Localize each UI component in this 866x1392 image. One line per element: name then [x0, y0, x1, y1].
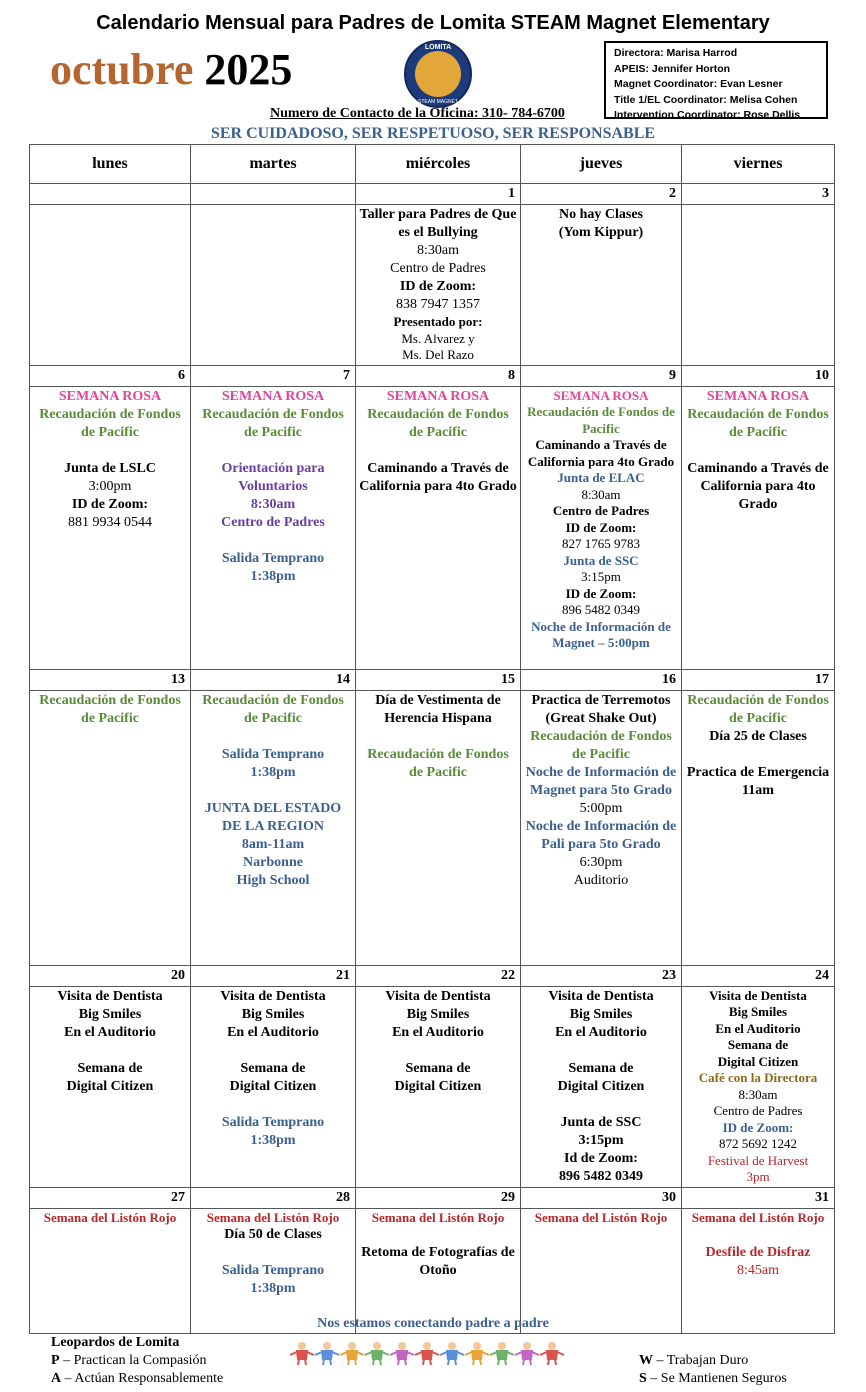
event-text: Junta de SSC	[560, 1114, 642, 1130]
event-text: Visita de Dentista	[220, 988, 326, 1004]
weekday-header: lunes	[30, 145, 191, 184]
event-text: Semana de	[727, 1037, 789, 1052]
kid-head-icon	[298, 1342, 306, 1350]
weekday-header: jueves	[521, 145, 682, 184]
event-text: Digital Citizen	[394, 1078, 482, 1094]
spacer	[685, 746, 831, 764]
paws-text: – Se Mantienen Seguros	[646, 1371, 787, 1386]
staff-line: Directora: Marisa Harrod	[614, 47, 738, 59]
day-cell	[30, 205, 191, 366]
spacer	[524, 1042, 678, 1060]
event-text: No hay Clases	[558, 207, 643, 222]
event-text: SEMANA ROSA	[58, 388, 162, 404]
page-title: Calendario Mensual para Padres de Lomita STEAM Magnet Elementary	[96, 12, 770, 34]
paws-letter: A	[51, 1371, 62, 1386]
event-text: Recaudación de Fondos de Pacific	[202, 692, 344, 726]
event-text: Recaudación de Fondos de Pacific	[367, 746, 509, 780]
event-text: Recaudación de Fondos de Pacific	[39, 406, 181, 440]
event-text: Recaudación de Fondos de Pacific	[527, 404, 675, 436]
event-text: 896 5482 0349	[562, 602, 640, 617]
paws-right	[639, 1352, 787, 1388]
event-text: 11am	[742, 782, 774, 798]
day-cell	[521, 205, 682, 366]
event-text: 3:15pm	[581, 569, 621, 584]
footer-connect: Nos estamos conectando padre a padre	[317, 1316, 549, 1331]
event-text: Recaudación de Fondos de Pacific	[687, 406, 829, 440]
month-year	[50, 44, 292, 95]
event-text: Big Smiles	[406, 1006, 470, 1022]
event-text: Salida Temprano	[221, 746, 325, 762]
kid-head-icon	[448, 1342, 456, 1350]
event-text: (Great Shake Out)	[545, 710, 657, 726]
day-cell	[30, 1208, 191, 1333]
paws-text: – Trabajan Duro	[653, 1353, 749, 1368]
kid-body-icon	[540, 1351, 564, 1365]
day-cell	[682, 205, 835, 366]
paws-item	[51, 1352, 223, 1370]
date-number-row	[30, 365, 835, 386]
date-number: 8	[356, 365, 521, 386]
event-text: Digital Citizen	[717, 1053, 799, 1069]
date-number: 3	[682, 184, 835, 205]
date-number: 17	[682, 669, 835, 690]
day-cell	[191, 205, 356, 366]
date-number: 23	[521, 965, 682, 986]
paws-letter: W	[639, 1353, 653, 1368]
date-number-row	[30, 965, 835, 986]
staff-line: Intervention Coordinator: Rose Dellis	[614, 109, 801, 121]
kid-body-icon	[390, 1351, 414, 1365]
event-text: 1:38pm	[250, 764, 296, 780]
kid-body-icon	[490, 1351, 514, 1365]
weekday-header: viernes	[682, 145, 835, 184]
spacer	[194, 1244, 352, 1262]
event-text: Narbonne	[243, 854, 303, 870]
event-text: Caminando a Través de California para 4to Grado	[359, 460, 517, 494]
kid-body-icon	[465, 1351, 489, 1365]
kid-body-icon	[415, 1351, 439, 1365]
event-text: 3:00pm	[88, 478, 132, 494]
kid-head-icon	[548, 1342, 556, 1350]
spacer	[194, 532, 352, 550]
date-number: 28	[191, 1187, 356, 1208]
event-text: Semana del Listón Rojo	[371, 1209, 505, 1225]
event-text: Big Smiles	[728, 1004, 788, 1019]
month-name: octubre	[50, 45, 194, 94]
event-text: High School	[236, 872, 310, 888]
event-text: Semana del Listón Rojo	[206, 1209, 340, 1225]
event-text: Big Smiles	[78, 1006, 142, 1022]
paws-letter: S	[639, 1371, 647, 1386]
event-text: 8:30am	[417, 243, 459, 258]
event-text: Festival de Harvest	[707, 1152, 809, 1168]
event-text: 5:00pm	[579, 800, 623, 816]
day-cell	[682, 690, 835, 965]
day-cell	[191, 1208, 356, 1333]
event-text: ID de Zoom:	[722, 1119, 794, 1135]
event-text: Día 50 de Clases	[224, 1227, 322, 1242]
day-cell	[356, 1208, 521, 1333]
event-text: Semana de	[568, 1060, 634, 1076]
date-number: 7	[191, 365, 356, 386]
event-text: Centro de Padres	[713, 1103, 803, 1118]
event-text: 1:38pm	[250, 1281, 296, 1296]
weekday-header-row	[30, 145, 835, 184]
event-text: Recaudación de Fondos de Pacific	[367, 406, 509, 440]
event-text: Orientación para Voluntarios	[221, 460, 325, 494]
event-text: Big Smiles	[569, 1006, 633, 1022]
event-text: Digital Citizen	[557, 1078, 645, 1094]
day-cell	[521, 690, 682, 965]
paws-left	[51, 1334, 223, 1388]
kid-head-icon	[423, 1342, 431, 1350]
spacer	[359, 442, 517, 460]
event-text: Semana del Listón Rojo	[534, 1209, 668, 1225]
kid-body-icon	[365, 1351, 389, 1365]
event-text: Taller para Padres de Que es el Bullying	[359, 207, 517, 240]
paws-item	[51, 1370, 223, 1388]
day-cell	[682, 986, 835, 1187]
office-contact: Numero de Contacto de la Oficina: 310- 784-6700	[270, 106, 565, 121]
date-number: 14	[191, 669, 356, 690]
event-text: Ms. Del Razo	[402, 347, 474, 362]
spacer	[194, 728, 352, 746]
event-text: 8:30am	[581, 486, 621, 502]
date-number: 1	[356, 184, 521, 205]
event-text: Junta de ELAC	[557, 470, 645, 485]
event-text: 872 5692 1242	[719, 1136, 797, 1151]
day-cell	[682, 1208, 835, 1333]
event-text: SEMANA ROSA	[553, 387, 649, 403]
event-text: Recaudación de Fondos de Pacific	[530, 728, 672, 762]
event-text: 8am-11am	[241, 836, 305, 852]
paws-item	[639, 1352, 787, 1370]
day-cell	[30, 986, 191, 1187]
event-text: 3:15pm	[578, 1132, 624, 1148]
event-text: 881 9934 0544	[68, 514, 152, 530]
event-text: SEMANA ROSA	[386, 388, 490, 404]
event-text: Salida Temprano	[221, 1114, 325, 1130]
paws-text: – Actúan Responsablemente	[61, 1371, 224, 1386]
event-text: Caminando a Través de California para 4to Grado	[687, 460, 829, 512]
year: 2025	[204, 45, 293, 94]
date-number: 30	[521, 1187, 682, 1208]
event-text: Noche de Información de Pali para 5to Grado	[525, 818, 677, 852]
event-text: 3pm	[746, 1169, 770, 1184]
events-row	[30, 1208, 835, 1333]
event-text: En el Auditorio	[392, 1024, 484, 1040]
spacer	[359, 1226, 517, 1244]
kid-body-icon	[340, 1351, 364, 1365]
spacer	[685, 1226, 831, 1244]
event-text: En el Auditorio	[227, 1024, 319, 1040]
event-text: Junta de LSLC	[64, 460, 156, 476]
kid-body-icon	[440, 1351, 464, 1365]
event-text: Digital Citizen	[229, 1078, 317, 1094]
event-text: Visita de Dentista	[709, 987, 807, 1003]
event-text: Recaudación de Fondos de Pacific	[39, 692, 181, 726]
event-text: Ms. Alvarez y	[401, 330, 475, 346]
event-text: ID de Zoom:	[565, 585, 637, 601]
event-text: Semana de	[240, 1060, 306, 1076]
event-text: Visita de Dentista	[385, 988, 491, 1004]
date-number: 24	[682, 965, 835, 986]
spacer	[194, 442, 352, 460]
spacer	[33, 1042, 187, 1060]
event-text: Semana del Listón Rojo	[691, 1209, 825, 1225]
day-cell	[191, 986, 356, 1187]
event-text: Big Smiles	[241, 1006, 305, 1022]
event-text: Día de Vestimenta de Herencia Hispana	[375, 692, 501, 726]
event-text: 6:30pm	[579, 854, 623, 870]
date-number: 16	[521, 669, 682, 690]
event-text: Salida Temprano	[221, 1263, 325, 1278]
date-number: 15	[356, 669, 521, 690]
date-number: 27	[30, 1187, 191, 1208]
event-text: 1:38pm	[250, 568, 296, 584]
paws-letter: P	[51, 1353, 60, 1368]
spacer	[194, 1042, 352, 1060]
day-cell	[356, 986, 521, 1187]
logo-top-text: LOMITA	[424, 44, 452, 51]
paws-text: – Practican la Compasión	[59, 1353, 207, 1368]
staff-line: Title 1/EL Coordinator: Melisa Cohen	[614, 93, 798, 106]
event-text: 8:45am	[737, 1263, 779, 1278]
kid-head-icon	[348, 1342, 356, 1350]
event-text: SEMANA ROSA	[706, 388, 810, 404]
events-row	[30, 690, 835, 965]
paws-item	[639, 1370, 787, 1388]
kid-body-icon	[515, 1351, 539, 1365]
event-text: SEMANA ROSA	[221, 388, 325, 404]
event-text: Practica de Emergencia	[686, 764, 830, 780]
day-cell	[356, 386, 521, 669]
events-row	[30, 205, 835, 366]
event-text: En el Auditorio	[555, 1024, 647, 1040]
event-text: Centro de Padres	[390, 261, 486, 276]
event-text: Caminando a Través de California para 4to Grado	[527, 437, 675, 469]
event-text: Centro de Padres	[221, 514, 325, 530]
event-text: Noche de Información de Magnet para 5to Grado	[525, 764, 677, 798]
event-text: Practica de Terremotos	[531, 692, 671, 708]
event-text: Semana de	[405, 1060, 471, 1076]
logo-bottom-text: STEAM MAGNET	[417, 99, 458, 105]
event-text: 827 1765 9783	[562, 536, 640, 551]
date-number-row	[30, 1187, 835, 1208]
day-cell	[682, 386, 835, 669]
date-number: 6	[30, 365, 191, 386]
event-text: Auditorio	[573, 872, 629, 888]
event-text: 8:30am	[250, 496, 296, 512]
weekday-header: miércoles	[356, 145, 521, 184]
day-cell	[356, 205, 521, 366]
event-text: ID de Zoom:	[71, 496, 149, 512]
kid-head-icon	[498, 1342, 506, 1350]
spacer	[194, 1096, 352, 1114]
event-text: Centro de Padres	[552, 503, 650, 518]
event-text: Digital Citizen	[66, 1078, 154, 1094]
date-number-row	[30, 184, 835, 205]
event-text: En el Auditorio	[715, 1020, 801, 1036]
kid-head-icon	[398, 1342, 406, 1350]
day-cell	[521, 386, 682, 669]
leopards-title: Leopardos de Lomita	[51, 1335, 180, 1350]
date-number: 31	[682, 1187, 835, 1208]
day-cell	[356, 690, 521, 965]
school-logo	[404, 40, 472, 108]
event-text: Visita de Dentista	[57, 988, 163, 1004]
event-text: 8:30am	[738, 1086, 778, 1102]
event-text: ID de Zoom:	[565, 519, 637, 535]
event-text: 896 5482 0349	[559, 1168, 643, 1184]
date-number-row	[30, 669, 835, 690]
kid-body-icon	[315, 1351, 339, 1365]
date-number: 2	[521, 184, 682, 205]
date-number: 22	[356, 965, 521, 986]
date-number: 9	[521, 365, 682, 386]
event-text: Retoma de Fotografías de Otoño	[361, 1245, 515, 1278]
spacer	[524, 1096, 678, 1114]
kid-head-icon	[523, 1342, 531, 1350]
day-cell	[191, 386, 356, 669]
event-text: Salida Temprano	[221, 550, 325, 566]
spacer	[685, 442, 831, 460]
date-number	[191, 184, 356, 205]
event-text: Junta de SSC	[563, 552, 639, 568]
events-row	[30, 986, 835, 1187]
calendar-table	[29, 144, 835, 1334]
staff-box	[604, 41, 828, 119]
day-cell	[191, 690, 356, 965]
staff-line: Magnet Coordinator: Evan Lesner	[614, 78, 783, 90]
kid-body-icon	[290, 1351, 314, 1365]
weekday-header: martes	[191, 145, 356, 184]
kid-head-icon	[323, 1342, 331, 1350]
date-number: 29	[356, 1187, 521, 1208]
spacer	[194, 782, 352, 800]
event-text: Semana del Listón Rojo	[43, 1209, 177, 1225]
event-text: 1:38pm	[250, 1132, 296, 1148]
event-text: ID de Zoom:	[399, 279, 477, 294]
spacer	[359, 1042, 517, 1060]
event-text: Día 25 de Clases	[709, 728, 807, 744]
event-text: 838 7947 1357	[396, 297, 480, 312]
event-text: Recaudación de Fondos de Pacific	[202, 406, 344, 440]
event-text: JUNTA DEL ESTADO DE LA REGION	[204, 800, 342, 834]
date-number: 13	[30, 669, 191, 690]
kid-head-icon	[473, 1342, 481, 1350]
spacer	[359, 728, 517, 746]
event-text: Semana de	[77, 1060, 143, 1076]
date-number	[30, 184, 191, 205]
spacer	[33, 442, 187, 460]
day-cell	[521, 1208, 682, 1333]
day-cell	[521, 986, 682, 1187]
event-text: Visita de Dentista	[548, 988, 654, 1004]
leopard-icon	[415, 51, 461, 97]
event-text: En el Auditorio	[64, 1024, 156, 1040]
day-cell	[30, 386, 191, 669]
kids-holding-hands-icon	[290, 1340, 580, 1366]
event-text: Id de Zoom:	[564, 1150, 638, 1166]
calendar-body	[30, 184, 835, 1334]
event-text: Desfile de Disfraz	[705, 1245, 811, 1260]
school-motto: SER CUIDADOSO, SER RESPETUOSO, SER RESPONSABLE	[210, 125, 656, 142]
event-text: (Yom Kippur)	[558, 225, 644, 240]
event-text: Presentado por:	[393, 314, 483, 329]
day-cell	[30, 690, 191, 965]
date-number: 20	[30, 965, 191, 986]
date-number: 10	[682, 365, 835, 386]
kid-head-icon	[373, 1342, 381, 1350]
event-text: Noche de Información de Magnet – 5:00pm	[531, 618, 671, 650]
events-row	[30, 386, 835, 669]
event-text: Recaudación de Fondos de Pacific	[687, 692, 829, 726]
staff-line: APEIS: Jennifer Horton	[614, 62, 731, 75]
date-number: 21	[191, 965, 356, 986]
event-text: Café con la Directora	[698, 1070, 818, 1085]
